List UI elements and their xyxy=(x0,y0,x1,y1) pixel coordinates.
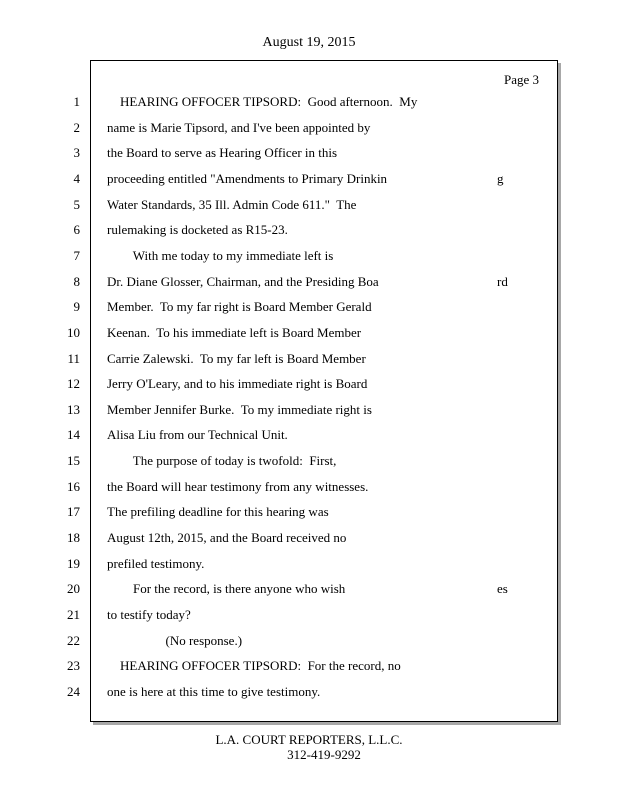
transcript-line xyxy=(0,246,618,266)
page-number: Page 3 xyxy=(504,72,540,87)
line-text: HEARING OFFOCER TIPSORD: For the record, no xyxy=(107,658,401,674)
line-text: prefiled testimony. xyxy=(107,555,205,571)
transcript-line xyxy=(0,297,618,317)
transcript-line xyxy=(0,118,618,138)
line-text: the Board to serve as Hearing Officer in this xyxy=(107,145,338,161)
transcript-line xyxy=(0,143,618,163)
line-text: Jerry O'Leary, and to his immediate right is Board xyxy=(107,376,368,392)
transcript-line xyxy=(0,579,618,599)
transcript-line xyxy=(0,374,618,394)
line-text: Member. To my far right is Board Member Gerald xyxy=(107,299,372,315)
line-number: 5 xyxy=(73,196,80,212)
transcript-line xyxy=(0,220,618,240)
transcript-line xyxy=(0,349,618,369)
line-number: 23 xyxy=(67,658,80,674)
transcript-line xyxy=(0,272,618,292)
line-text: proceeding entitled "Amendments to Primary Drinkin xyxy=(107,170,388,186)
line-number: 15 xyxy=(67,453,80,469)
line-number: 4 xyxy=(73,170,80,186)
transcript-line xyxy=(0,425,618,445)
line-text: HEARING OFFOCER TIPSORD: Good afternoon. My xyxy=(107,94,418,109)
line-number: 18 xyxy=(67,530,80,546)
footer xyxy=(0,732,618,762)
line-text-overflow: es xyxy=(497,581,508,597)
line-text: Dr. Diane Glosser, Chairman, and the Presiding Boa xyxy=(107,273,379,289)
transcript-line xyxy=(0,169,618,189)
line-text: Member Jennifer Burke. To my immediate right is xyxy=(107,401,372,417)
line-number: 13 xyxy=(67,401,80,417)
line-text: August 12th, 2015, and the Board received no xyxy=(107,530,347,546)
line-number: 8 xyxy=(73,273,80,289)
transcript-line xyxy=(0,400,618,420)
transcript-line xyxy=(0,605,618,625)
line-text: Alisa Liu from our Technical Unit. xyxy=(107,427,288,443)
line-text: the Board will hear testimony from any witnesses. xyxy=(107,478,369,494)
transcript-line xyxy=(0,195,618,215)
line-number: 20 xyxy=(67,581,80,597)
line-number: 12 xyxy=(67,376,80,392)
line-text: name is Marie Tipsord, and I've been appointed by xyxy=(107,119,371,135)
line-number: 3 xyxy=(73,145,80,161)
transcript-line xyxy=(0,323,618,343)
line-number: 22 xyxy=(67,632,80,648)
line-text: to testify today? xyxy=(107,607,191,622)
line-text: Water Standards, 35 Ill. Admin Code 611." The xyxy=(107,196,357,212)
line-number: 9 xyxy=(73,299,80,315)
line-text: rulemaking is docketed as R15-23. xyxy=(107,222,288,238)
transcript-line xyxy=(0,554,618,574)
line-number: 7 xyxy=(73,247,80,263)
line-text: Keenan. To his immediate left is Board Member xyxy=(107,324,362,340)
footer-company: L.A. COURT REPORTERS, L.L.C. xyxy=(215,732,403,747)
transcript-line xyxy=(0,451,618,471)
line-text: (No response.) xyxy=(107,632,243,648)
line-number: 10 xyxy=(67,324,80,340)
line-number: 11 xyxy=(67,350,80,366)
transcript-line xyxy=(0,477,618,497)
header-date: August 19, 2015 xyxy=(262,35,356,50)
line-text: The purpose of today is twofold: First, xyxy=(107,453,337,469)
line-number: 19 xyxy=(67,555,80,571)
footer-phone: 312-419-9292 xyxy=(287,747,361,762)
line-text: For the record, is there anyone who wish xyxy=(107,581,346,597)
line-number: 14 xyxy=(67,427,80,443)
line-number: 6 xyxy=(73,222,80,238)
line-number: 1 xyxy=(73,94,80,109)
line-text: The prefiling deadline for this hearing was xyxy=(107,504,329,520)
line-number: 16 xyxy=(67,478,80,494)
line-number: 21 xyxy=(67,607,80,622)
line-number: 2 xyxy=(73,119,80,135)
line-number: 17 xyxy=(67,504,80,520)
line-text: With me today to my immediate left is xyxy=(107,247,334,263)
line-text-overflow: rd xyxy=(497,273,508,289)
transcript-line xyxy=(0,528,618,548)
transcript-line xyxy=(0,502,618,522)
transcript-line xyxy=(0,682,618,702)
transcript-line xyxy=(0,92,618,112)
transcript-line xyxy=(0,656,618,676)
transcript-line xyxy=(0,631,618,651)
line-number: 24 xyxy=(67,683,80,699)
line-text: one is here at this time to give testimony. xyxy=(107,683,321,699)
line-text-overflow: g xyxy=(497,170,504,186)
line-text: Carrie Zalewski. To my far left is Board Member xyxy=(107,350,366,366)
